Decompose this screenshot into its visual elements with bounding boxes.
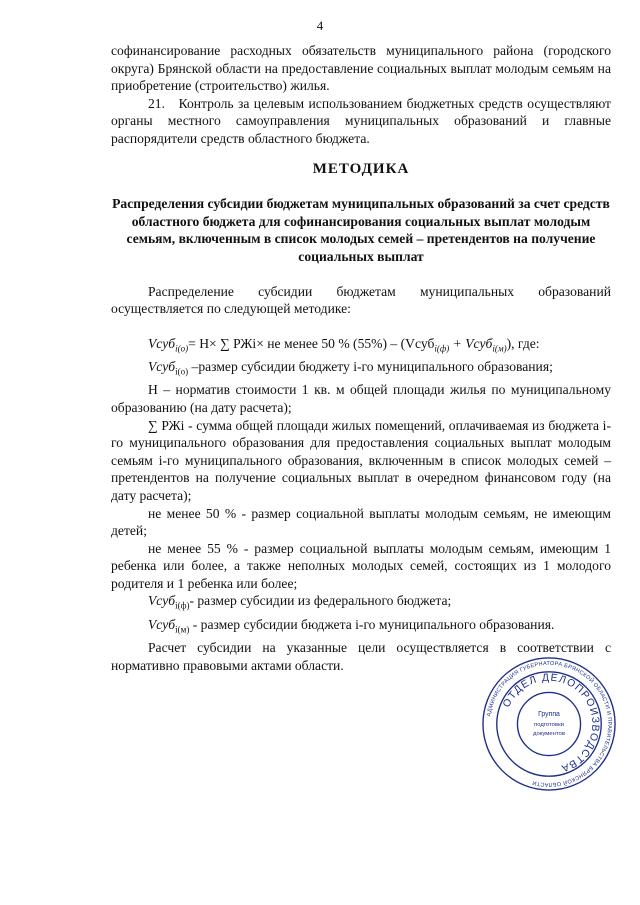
definition-item: не менее 55 % - размер социальной выплаты молодым семьям, имеющим 1 ребенка или более, а также неполных молодых семей, состоящих из 1 молодого родителя и 1 ребенка или более;	[111, 540, 611, 591]
definition-item: не менее 50 % - размер социальной выплаты молодым семьям, не имеющим детей;	[111, 505, 611, 539]
definition-item: Vсуб$_{i(м)}$ - размер субсидии бюджета i-го муниципального образования.	[148, 616, 555, 635]
document-title: МЕТОДИКА	[312, 160, 410, 177]
formula-lhs-sub: i(o)	[175, 343, 189, 354]
formula-tail: ), где:	[506, 335, 540, 351]
definition-item: ∑ РЖi - сумма общей площади жилых помещений, оплачиваемая из бюджета i-го муниципального образования для предоставления социальных выплат молодым семьям i-го муниципального образования, включенным в список молодых семей – претендентов на получение социальных выплат в очередном финансовом году (на дату расчета);	[111, 417, 611, 503]
stamp-center-line: подготовки	[534, 721, 564, 728]
definition-item: Н – норматив стоимости 1 кв. м общей площади жилья по муниципальному образованию (на дату расчета);	[111, 382, 611, 415]
distribution-formula	[111, 335, 611, 358]
stamp-center-line: Группа	[538, 711, 560, 719]
document-subtitle: Распределения субсидии бюджетам муниципальных образований за счет средств областного бюджета для софинансирования социальных выплат молодым семьям, включенным в список молодых семей – претендентов на получение социальных выплат	[112, 196, 610, 264]
page-number: 4	[316, 18, 324, 33]
closing-paragraph: Расчет субсидии на указанные цели осуществляется в соответствии с нормативно правовыми актами области.	[111, 640, 611, 673]
paragraph-continuation: софинансирование расходных обязательств муниципального района (городского округа) Брянской области на предоставление социальных выплат молодым семьям на приобретение (строительство) жилья.	[111, 43, 611, 94]
formula-body: = Н× ∑ РЖi× не менее 50 % (55%) – (Vсуб	[188, 335, 435, 351]
paragraph-21: 21. Контроль за целевым использованием бюджетных средств осуществляют органы местного самоуправления муниципальных образований и главные распорядители средств областного бюджета.	[111, 95, 611, 146]
intro-paragraph: Распределение субсидии бюджетам муниципальных образований осуществляется по следующей методике:	[111, 283, 611, 317]
formula-plus: + Vсуб	[449, 335, 493, 351]
stamp-middle-text: ОТДЕЛ ДЕЛОПРОИЗВОДСТВА	[501, 672, 601, 774]
formula-sub-f: i(ф)	[434, 343, 450, 354]
formula-sub-m: i(м)	[492, 343, 507, 354]
stamp-outer-text: АДМИНИСТРАЦИЯ ГУБЕРНАТОРА БРЯНСКОЙ ОБЛАСТИ И ПРАВИТЕЛЬСТВА БРЯНСКОЙ ОБЛАСТИ	[486, 660, 613, 788]
official-stamp	[480, 655, 618, 793]
stamp-center-line: документов	[533, 730, 565, 737]
formula-lhs: Vсуб	[148, 335, 176, 351]
definition-item: Vсуб$_{i(o)}$ –размер субсидии бюджету i-го муниципального образования;	[148, 359, 553, 377]
document-body	[111, 42, 611, 674]
definition-item: Vсуб$_{i(ф)}$- размер субсидии из федерального бюджета;	[148, 593, 452, 612]
